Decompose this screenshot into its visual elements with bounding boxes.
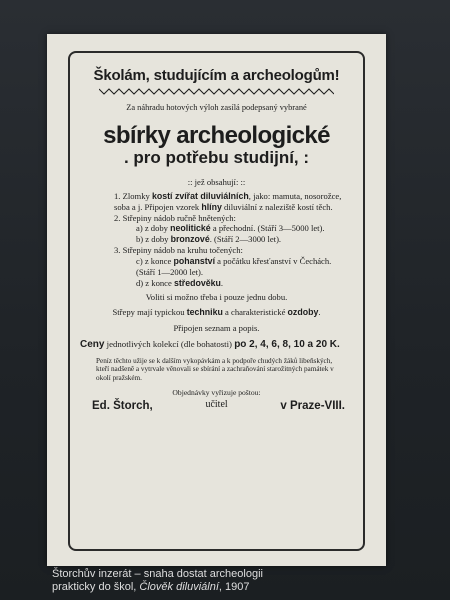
signature-place: v Praze-VIII. bbox=[280, 400, 345, 413]
items-list bbox=[78, 191, 355, 289]
orders-note: Objednávky vyřizuje poštou: bbox=[172, 387, 261, 397]
poster-content bbox=[78, 67, 355, 413]
headline-collections: sbírky archeologické bbox=[103, 122, 330, 150]
list-item: 1. Zlomky kostí zvířat diluviálních, jako: mamuta, nosorožce, soba a j. Připojen vzorek hlíny diluviální z naleziště kostí těch. bbox=[114, 190, 342, 212]
poster-border bbox=[68, 51, 365, 551]
signature-line bbox=[78, 397, 355, 413]
money-note: Peníz těchto užije se k dalším vykopávkám a k podpoře chudých žáků libeňských, kteří nadšeně a vytrvale věnovali se sbírání a zachraňování starožitných památek v okolí pražském. bbox=[96, 356, 334, 382]
exhibit-caption bbox=[52, 568, 442, 594]
caption-line-1: Štorchův inzerát – snaha dostat archeologii bbox=[52, 568, 263, 580]
list-item: 2. Střepiny nádob ručně hnětených: bbox=[114, 212, 236, 223]
intro-line: Za náhradu hotových výloh zasílá podepsaný vybrané bbox=[126, 102, 307, 112]
attached-note: Připojen seznam a popis. bbox=[173, 323, 260, 334]
prices-line: Ceny jednotlivých kolekcí (dle bohatosti) po 2, 4, 6, 8, 10 a 20 K. bbox=[80, 339, 340, 351]
list-subitem: a) z doby neolitické a přechodní. (Stáří 3—5000 let). bbox=[136, 223, 325, 234]
list-subitem: c) z konce pohanství a počátku křesťanství v Čechách. (Stáří 1—2000 let). bbox=[136, 255, 332, 277]
list-subitem: b) z doby bronzové. (Stáří 2—3000 let). bbox=[136, 234, 282, 245]
headline-purpose: . pro potřebu studijní, : bbox=[123, 148, 310, 168]
caption-line-2: prakticky do škol, Člověk diluviální, 1907 bbox=[52, 581, 250, 593]
list-item: 3. Střepiny nádob na kruhu točených: bbox=[114, 245, 243, 256]
contains-label: :: jež obsahují: :: bbox=[187, 176, 246, 187]
choice-note: Voliti si možno třeba i pouze jednu dobu. bbox=[145, 291, 288, 302]
list-subitem: d) z konce středověku. bbox=[136, 277, 224, 288]
signature-role: učitel bbox=[205, 399, 228, 411]
poster-sheet bbox=[47, 34, 386, 566]
poster-title: Školám, studujícím a archeologům! bbox=[93, 67, 340, 84]
shards-note: Střepy mají typickou techniku a charakteristické ozdoby. bbox=[112, 307, 321, 318]
zigzag-divider bbox=[99, 88, 334, 95]
signature-name: Ed. Štorch, bbox=[92, 400, 153, 413]
